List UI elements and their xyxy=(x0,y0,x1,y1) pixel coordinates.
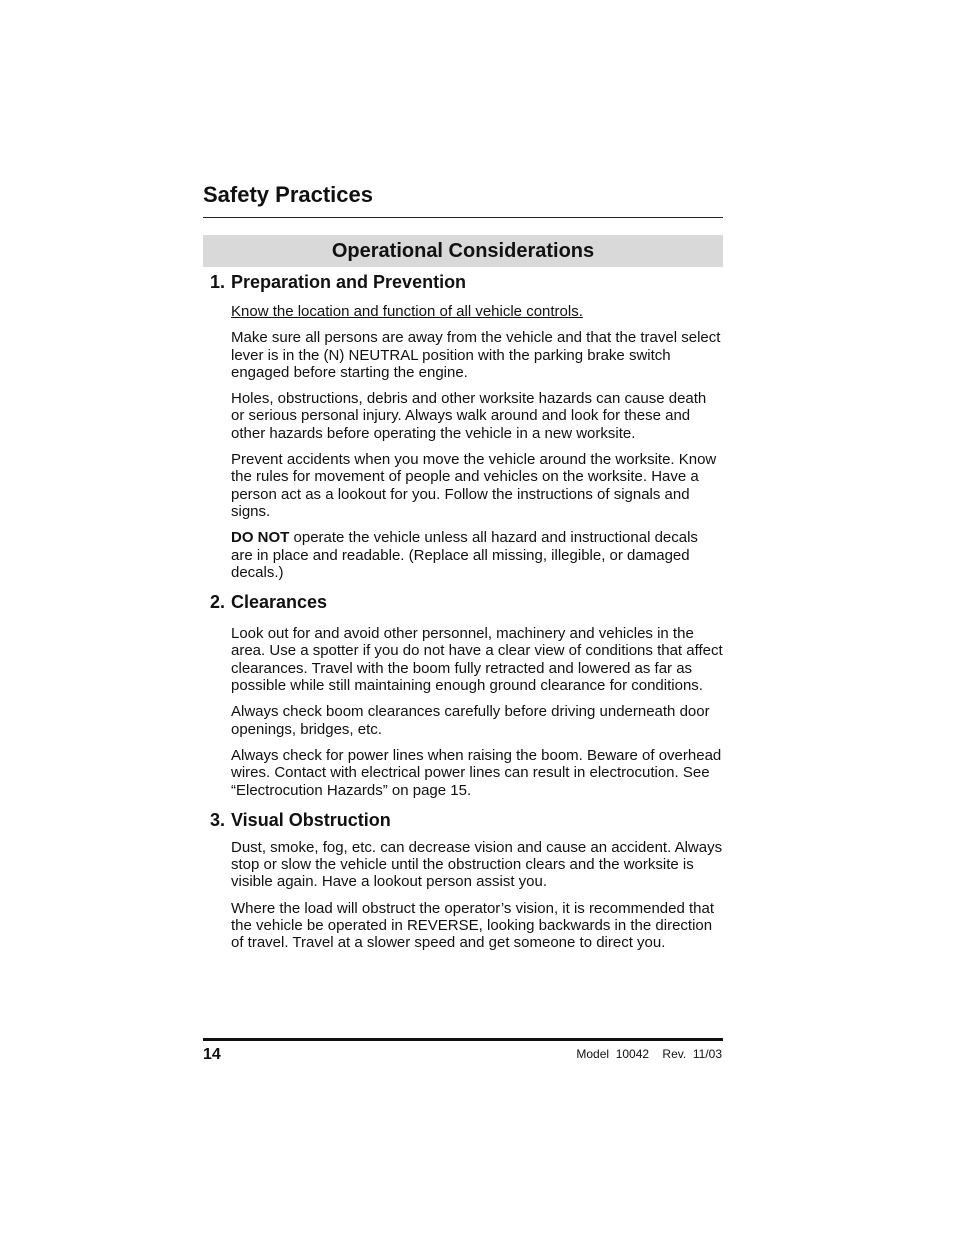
paragraph: Prevent accidents when you move the vehicle around the worksite. Know the rules for movement of people and vehicles on the worksite. Have a person act as a lookout for you. Follow the instructions of signals and signs. xyxy=(231,451,717,520)
do-not-text: operate the vehicle unless all hazard and instructional decals are in place and readable. (Replace all missing, illegible, or damaged decals.) xyxy=(231,529,698,581)
footer-divider xyxy=(203,1038,723,1041)
page-number: 14 xyxy=(203,1046,221,1063)
section-heading-visual-obstruction xyxy=(210,808,723,832)
section-heading-preparation xyxy=(210,270,723,294)
section-title: Visual Obstruction xyxy=(231,809,391,830)
section-title: Preparation and Prevention xyxy=(231,272,467,292)
do-not-label: DO NOT xyxy=(231,529,290,547)
section-heading-clearances xyxy=(210,590,723,614)
paragraph: Make sure all persons are away from the vehicle and that the travel select lever is in the (N) NEUTRAL position with the parking brake switch engaged before starting the engine. xyxy=(231,329,721,381)
paragraph: Where the load will obstruct the operator’s vision, it is recommended that the vehicle be operated in REVERSE, looking backwards in the direction of travel. Travel at a slower speed and get someone to direct you. xyxy=(231,899,715,952)
section-number: 1. xyxy=(210,272,226,292)
section-title: Clearances xyxy=(231,592,328,613)
paragraph-know-controls: Know the location and function of all vehicle controls. xyxy=(231,303,583,320)
paragraph: Always check for power lines when raising the boom. Beware of overhead wires. Contact with electrical power lines can result in electrocution. See “Electrocution Hazards” on page 15. xyxy=(231,746,722,799)
section-banner: Operational Considerations xyxy=(203,235,723,267)
paragraph: Holes, obstructions, debris and other worksite hazards can cause death or serious personal injury. Always walk around and look for these and other hazards before operating the vehicle in a new worksite. xyxy=(231,390,707,442)
paragraph: Dust, smoke, fog, etc. can decrease vision and cause an accident. Always stop or slow the vehicle until the obstruction clears and the worksite is visible again. Have a lookout person assist you. xyxy=(231,838,723,891)
main-content xyxy=(203,270,723,961)
paragraph: Look out for and avoid other personnel, machinery and vehicles in the area. Use a spotter if you do not have a clear view of conditions that affect clearances. Travel with the boom fully retracted and lowered as far as possible while still maintaining enough ground clearance for conditions. xyxy=(231,625,723,695)
page-title: Safety Practices xyxy=(203,182,373,207)
paragraph: Always check boom clearances carefully before driving underneath door openings, bridges, etc. xyxy=(231,703,710,738)
model-revision-info: Model 10042 Rev. 11/03 xyxy=(576,1047,722,1061)
section-number: 3. xyxy=(210,809,226,830)
section-number: 2. xyxy=(210,592,226,613)
paragraph-do-not xyxy=(231,529,723,581)
title-divider xyxy=(203,217,723,218)
